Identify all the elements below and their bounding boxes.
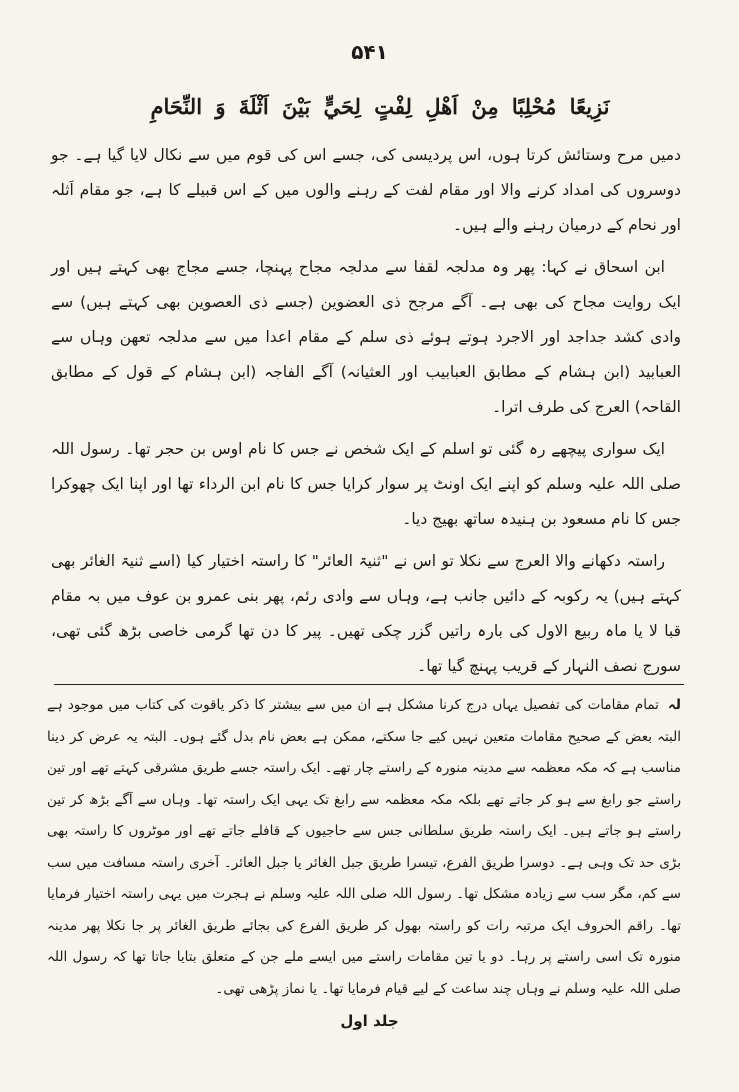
paragraph-camel-rider: ایک سواری پیچھے رہ گئی تو اسلم کے ایک شخص نے جس کا نام اوس بن حجر تھا۔ رسول اللہ صلی اللہ علیہ وسلم کو اپنے ایک اونٹ پر سوار کرایا جس کا نام ابن الرداء تھا اور اپنا ایک چھوکرا جس کا نام مسعود بن ہنیدہ ساتھ بھیج دیا۔	[51, 440, 681, 528]
footnote-text	[47, 690, 681, 1005]
main-text-body	[51, 138, 681, 691]
footnote-marker: لہ	[668, 697, 681, 713]
paragraph-guide-route: راستہ دکھانے والا العرج سے نکلا تو اس نے "ثنیۃ العائر" کا راستہ اختیار کیا (اسے ثنیۃ الغائر بھی کہتے ہیں) یہ رکوبہ کے دائیں جانب ہے، وہاں سے وادی رئم، پھر بنی عمرو بن عوف میں بہ مقام قبا لا یا ماہ ربیع الاول کی بارہ راتیں گزر چکی تھیں۔ پیر کا دن تھا گرمی خاصی بڑھ گئی تھی، سورج نصف النہار کے قریب پہنچ گیا تھا۔	[51, 552, 681, 675]
arabic-verse-heading: نَزِيعًا مُحْلِبًا مِنْ اَهْلِ لِفْتٍ لِحَيٍّ بَيْنَ اَثْلَةَ وَ النِّحَامِ	[150, 94, 610, 119]
paragraph-verse-translation: دمیں مرح وستائش کرتا ہوں، اس پردیسی کی، جسے اس کی قوم میں سے نکال لایا گیا ہے۔ جو دوسروں کی امداد کرنے والا اور مقام لفت کے رہنے والوں میں کے اس قبیلے کا ہے، جو مقام اَثلہ اور نحام کے درمیان رہنے والے ہیں۔	[51, 146, 681, 234]
page-number: ۵۴۱	[351, 40, 388, 64]
paragraph-route-description: ابن اسحاق نے کہا: پھر وہ مدلجہ لقفا سے مدلجہ مجاح پہنچا، جسے مجاج بھی کہتے ہیں اور ایک روایت مجاح کی بھی ہے۔ آگے مرجح ذی العضوین (جسے ذی العصوین بھی کہتے ہیں) سے وادی کشد جداجد اور الاجرد ہوتے ہوئے ذی سلم کے مقام اعدا میں سے مدلجہ تعهن وہاں سے العبابید (ابن ہشام کے مطابق العبابیب اور العثیانہ) آگے الفاجہ (ابن ہشام کے قول کے مطابق القاحہ) العرج کی طرف اترا۔	[51, 258, 681, 416]
footnote-section	[47, 690, 681, 1005]
volume-label: جلد اول	[340, 1012, 399, 1030]
footnote-divider	[54, 684, 684, 685]
footnote-body: تمام مقامات کی تفصیل یہاں درج کرنا مشکل ہے ان میں سے بیشتر کا ذکر یاقوت کی کتاب میں موجود ہے البتہ بعض کے صحیح مقامات متعین نہیں کیے جا سکتے، ممکن ہے بعض نام بدل گئے ہوں۔ البتہ یہ عرض کر دینا مناسب ہے کہ مکہ معظمہ سے مدینہ منورہ کے راستے چار تھے۔ ایک راستہ جسے طریق مشرقی کہتے تھے اور تین راستے جو رابغ سے ہو کر جاتے تھے بلکہ مکہ معظمہ سے رابغ تک یہی ایک راستہ تھا۔ وہاں سے آگے بڑھ کر تین راستے ہو جاتے ہیں۔ ایک راستہ طریق سلطانی جس سے حاجیوں کے قافلے جاتے تھے اور موٹروں کا راستہ بھی بڑی حد تک وہی ہے۔ دوسرا طریق الفرع، تیسرا طریق جبل الغائر یا جبل العائر۔ آخری راستہ مسافت میں سب سے کم، مگر سب سے زیادہ مشکل تھا۔ رسول اللہ صلی اللہ علیہ وسلم نے ہجرت میں یہی راستہ اختیار فرمایا تھا۔ راقم الحروف ایک مرتبہ رات کو راستہ بھول کر طریق الفرع کی بجائے طریق الغائر پر جا نکلا پھر مدینہ منورہ تک اسی راستے پر رہا۔ دو یا تین مقامات راستے میں ایسے ملے جن کے متعلق بتایا جاتا تھا کہ رسول اللہ صلی اللہ علیہ وسلم نے وہاں چند ساعت کے لیے قیام فرمایا تھا۔ یا نماز پڑھی تھی۔	[47, 697, 681, 997]
